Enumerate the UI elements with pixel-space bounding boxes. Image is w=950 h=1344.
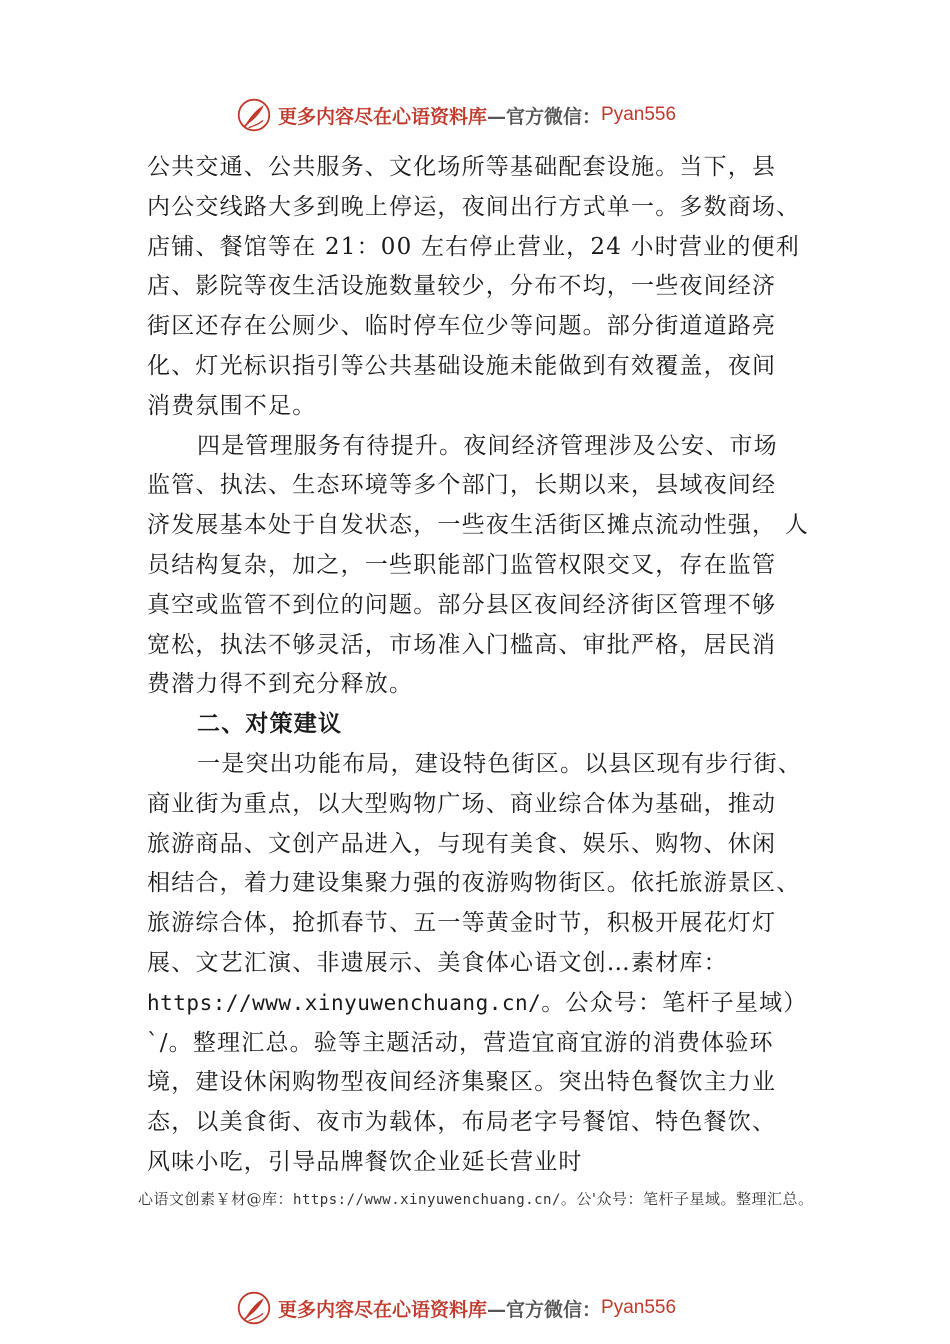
text-line: 内公交线路大多到晚上停运，夜间出行方式单一。多数商场、 [147,193,801,220]
text-line: 四是管理服务有待提升。夜间经济管理涉及公安、市场 [197,432,778,459]
banner-title: 更多内容尽在心语资料库 [278,105,488,128]
banner-wechat-label: —官方微信： [487,105,602,128]
banner-title: 更多内容尽在心语资料库 [278,1298,488,1321]
url-line-suffix: 。公众号：笔杆子星域） [541,989,808,1016]
url-line [147,984,847,1024]
text-line: 员结构复杂，加之，一些职能部门监管权限交叉，存在监管 [147,551,777,578]
text-line: 旅游商品、文创产品进入，与现有美食、娱乐、购物、休闲 [147,830,777,857]
text-line: 监管、执法、生态环境等多个部门，长期以来，县域夜间经 [147,472,777,499]
text-line: `/。整理汇总。验等主题活动，营造宜商宜游的消费体验环 [147,1029,774,1056]
text-line: 宽松，执法不够灵活，市场准入门槛高、审批严格，居民消 [147,631,777,658]
text-line: 一是突出功能布局，建设特色街区。以县区现有步行街、 [197,750,802,777]
text-line: 境，建设休闲购物型夜间经济集聚区。突出特色餐饮主力业 [147,1069,777,1096]
text-line: 济发展基本处于自发状态，一些夜生活街区摊点流动性强， 人 [147,512,809,539]
banner-wechat-id: Pyan556 [601,104,677,125]
text-line: 店铺、餐馆等在 21：00 左右停止营业，24 小时营业的便利 [147,233,800,260]
text-line: 旅游综合体，抢抓春节、五一等黄金时节，积极开展花灯灯 [147,910,777,937]
text-line: 展、文艺汇演、非遗展示、美食体心语文创…素材库： [147,949,728,976]
text-line: 相结合，着力建设集聚力强的夜游购物街区。依托旅游景区、 [147,870,801,897]
text-line: 公共交通、公共服务、文化场所等基础配套设施。当下，县 [147,154,777,180]
text-line: 风味小吃，引导品牌餐饮企业延长营业时 [147,1148,583,1175]
footer-banner [236,1288,676,1328]
text-line: 街区还存在公厕少、临时停车位少等问题。部分街道道路亮 [147,313,777,340]
text-line: 商业街为重点，以大型购物广场、商业综合体为基础，推动 [147,790,777,817]
footnote-url: https://www.xinyuwenchuang.cn/ [293,1192,561,1208]
banner-wechat-label: —官方微信： [487,1298,602,1321]
source-url: https://www.xinyuwenchuang.cn/ [147,990,542,1015]
feather-quill-logo-icon [236,97,272,133]
text-line: 店、影院等夜生活设施数量较少，分布不均，一些夜间经济 [147,273,777,300]
text-line: 态，以美食街、夜市为载体，布局老字号餐馆、特色餐饮、 [147,1109,777,1136]
text-line: 费潜力得不到充分释放。 [147,671,414,698]
footnote-prefix: 心语文创素￥材@库： [138,1190,294,1208]
feather-quill-logo-icon [236,1290,272,1326]
footnote-suffix: 。公'众号：笔杆子星域。整理汇总。 [560,1190,814,1208]
text-line: 化、灯光标识指引等公共基础设施未能做到有效覆盖，夜间 [147,352,777,379]
document-body [147,148,847,1183]
text-line: 消费氛围不足。 [147,392,317,419]
banner-wechat-id: Pyan556 [601,1297,677,1318]
footnote [138,1188,814,1209]
text-line: 真空或监管不到位的问题。部分县区夜间经济街区管理不够 [147,591,777,618]
section-heading: 二、对策建议 [197,711,343,738]
header-banner [236,95,676,135]
